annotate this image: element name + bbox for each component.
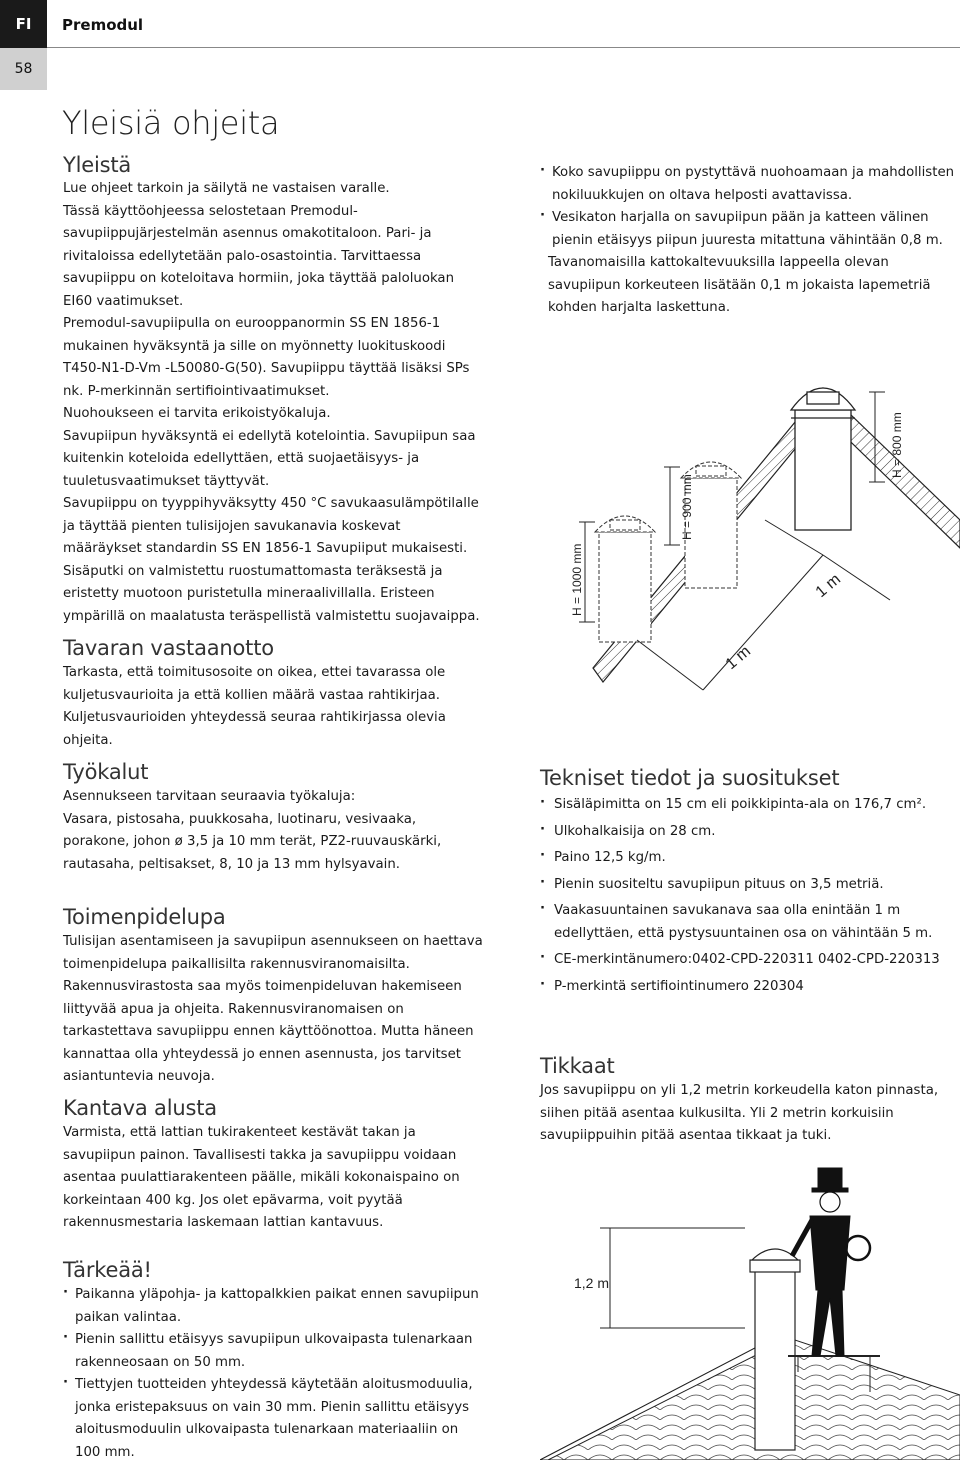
list-item: · Paikanna yläpohja- ja kattopalkkien paikat ennen savupiipun paikan valintaa. (63, 1284, 483, 1329)
section-tavaran (63, 636, 483, 752)
list-item: · Pienin suositeltu savupiipun pituus on 3,5 metriä. (540, 874, 950, 897)
label-1-2m: 1,2 m (574, 1275, 610, 1291)
list-item: · P-merkintä sertifiointinumero 220304 (540, 976, 950, 999)
label-h800: H = 800 mm (890, 412, 904, 478)
list-item: · Vaakasuuntainen savukanava saa olla enintään 1 m edellyttäen, että pystysuuntainen osa on vähintään 5 m. (540, 900, 950, 945)
label-1m-right: 1 m (812, 570, 845, 602)
header-divider (47, 47, 960, 48)
section-heading: Yleistä (63, 153, 132, 177)
paragraph: Sisäputki on valmistettu ruostumattomasta teräksestä ja eristetty muotoon puristetulla mineraalivillalla. Eristeen ympärillä on maalatusta teräspellistä valmistettu suojavaippa. (63, 563, 480, 624)
language-badge (0, 0, 47, 48)
list-item: · Pienin sallittu etäisyys savupiipun ulkovaipasta tulenarkaan rakenneosaan on 50 mm. (63, 1329, 483, 1374)
list-item: · Ulkohalkaisija on 28 cm. (540, 821, 950, 844)
list-item: · Tiettyjen tuotteiden yhteydessä käytetään aloitusmoduulia, jonka eristepaksuus on vain 30 mm. Pienin sallittu etäisyys aloitusmoduulin ulkovaipasta tulenarkaan materiaaliin on 100 mm. (63, 1374, 483, 1464)
section-kantava (63, 1096, 483, 1235)
chimney-dashed-left (595, 516, 655, 642)
section-heading: Tärkeää! (63, 1258, 152, 1282)
paragraph: Tässä käyttöohjeessa selostetaan Premodul-savupiippujärjestelmän asennus omakotitaloon. Pari- ja rivitaloissa edellytetään palo-osastointia. Tarvittaessa savupiippu on koteloitava hormiin, joka täyttää paloluokan EI60 vaatimukset. (63, 203, 454, 309)
section-tekniset (540, 766, 950, 1002)
section-tikkaat (540, 1054, 950, 1148)
section-heading: Tekniset tiedot ja suositukset (540, 766, 840, 790)
chimney-sweep-figure (792, 1168, 870, 1356)
list-item: · Vesikaton harjalla on savupiipun pään ja katteen välinen pienin etäisyys piipun juuresta mitattuna vähintään 0,8 m. (540, 207, 960, 252)
paragraph: Premodul-savupiipulla on eurooppanormin SS EN 1856-1 mukainen hyväksyntä ja sille on myönnetty luokituskoodi T450-N1-D-Vm -L50080-G(50). Savupiippu täyttää lisäksi SPs nk. P-merkinnän sertifiointivaatimukset. (63, 316, 470, 399)
label-h900: H = 900 mm (680, 474, 694, 540)
right-top-notes (540, 162, 960, 320)
bullet-list (540, 794, 950, 998)
paragraph: Savupiippu on tyyppihyväksytty 450 °C savukaasulämpötilalle ja täyttää pienten tulisijojen savukanavia koskevat määräykset standardin SS EN 1856-1 Savupiiput mukaisesti. (63, 496, 479, 556)
paragraph: Tarkasta, että toimitusosoite on oikea, ettei tavarassa ole kuljetusvaurioita ja että kollien määrä vastaa rahtikirjaa. Kuljetusvaurioiden yhteydessä seuraa rahtikirjassa olevia ohjeita. (63, 665, 446, 748)
section-heading: Tikkaat (540, 1054, 615, 1078)
paragraph: Lue ohjeet tarkoin ja säilytä ne vastaisen varalle. (63, 181, 390, 196)
section-body (63, 786, 483, 876)
paragraph: Varmista, että lattian tukirakenteet kestävät takan ja savupiipun painon. Tavallisesti takka ja savupiippu voidaan asentaa puulattiarakenteen päälle, mikäli kokonaispaino on korkeintaan 400 kg. Jos olet epävarma, voit pyytää rakennusmestaria laskemaan lattian kantavuus. (63, 1125, 460, 1230)
paragraph: Vasara, pistosaha, puukkosaha, luotinaru, vesivaaka, porakone, johon ø 3,5 ja 10 mm terät, PZ2-ruuvauskärki, rautasaha, peltisakset, 8, 10 ja 13 mm hylsyavain. (63, 811, 442, 872)
chimney-on-ridge (791, 388, 855, 530)
section-heading: Toimenpidelupa (63, 905, 226, 929)
label-h1000: H = 1000 mm (570, 543, 584, 616)
section-toimenpidelupa (63, 905, 483, 1089)
chimney-sweep-illustration (540, 1160, 960, 1460)
language-code: FI (15, 15, 32, 33)
section-heading: Tavaran vastaanotto (63, 636, 274, 660)
list-item: · Paino 12,5 kg/m. (540, 847, 950, 870)
page-number: 58 (14, 61, 33, 77)
paragraph: Tulisijan asentamiseen ja savupiipun asennukseen on haettava toimenpidelupa paikallisilta rakennusviranomaisilta. Rakennusvirastosta saa myös toimenpideluvan hakemiseen liittyvää apua ja ohjeita. Rakennusviranomaisen on tarkastettava savupiippu ennen käyttöönottoa. Mutta häneen kannattaa olla yhteydessä jo ennen asennusta, jos tarvitset asiantuntevia neuvoja. (63, 934, 483, 1084)
section-tarkeaa (63, 1258, 483, 1464)
page-title: Yleisiä ohjeita (62, 104, 280, 142)
section-heading: Työkalut (63, 760, 149, 784)
list-item: · CE-merkintänumero:0402-CPD-220311 0402-CPD-220313 (540, 949, 950, 972)
page-number-badge (0, 48, 47, 90)
brand-title: Premodul (62, 16, 144, 34)
roof-clearance-diagram (555, 370, 960, 710)
list-item: · Koko savupiippu on pystyttävä nuohoamaan ja mahdollisten nokiluukkujen on oltava helposti avattavissa. (540, 162, 960, 207)
section-body (63, 178, 483, 628)
section-tyokalut (63, 760, 483, 876)
label-1m-left: 1 m (722, 642, 755, 674)
paragraph: Savupiipun hyväksyntä ei edellytä kotelointia. Savupiipun saa kuitenkin koteloida edellyttäen, että suojaetäisyys- ja tuuletusvaatimukset täyttyvät. (63, 428, 476, 489)
bullet-list (63, 1284, 483, 1464)
paragraph: Jos savupiippu on yli 1,2 metrin korkeudella katon pinnasta, siihen pitää asentaa kulkusilta. Yli 2 metrin korkuisiin savupiippuihin pitää asentaa tikkaat ja tuki. (540, 1083, 939, 1143)
chimney (750, 1249, 800, 1450)
height-dimension (600, 1228, 745, 1328)
bullet-list (540, 162, 960, 252)
section-heading: Kantava alusta (63, 1096, 217, 1120)
paragraph: Tavanomaisilla kattokaltevuuksilla lappeella olevan savupiipun korkeuteen lisätään 0,1 m jokaista lapemetriä kohden harjalta laskettuna. (548, 255, 931, 315)
list-item: · Sisäläpimitta on 15 cm eli poikkipinta-ala on 176,7 cm². (540, 794, 950, 817)
section-yleista (63, 153, 483, 628)
paragraph: Nuohoukseen ei tarvita erikoistyökaluja. (63, 406, 331, 421)
paragraph: Asennukseen tarvitaan seuraavia työkaluja: (63, 789, 356, 804)
